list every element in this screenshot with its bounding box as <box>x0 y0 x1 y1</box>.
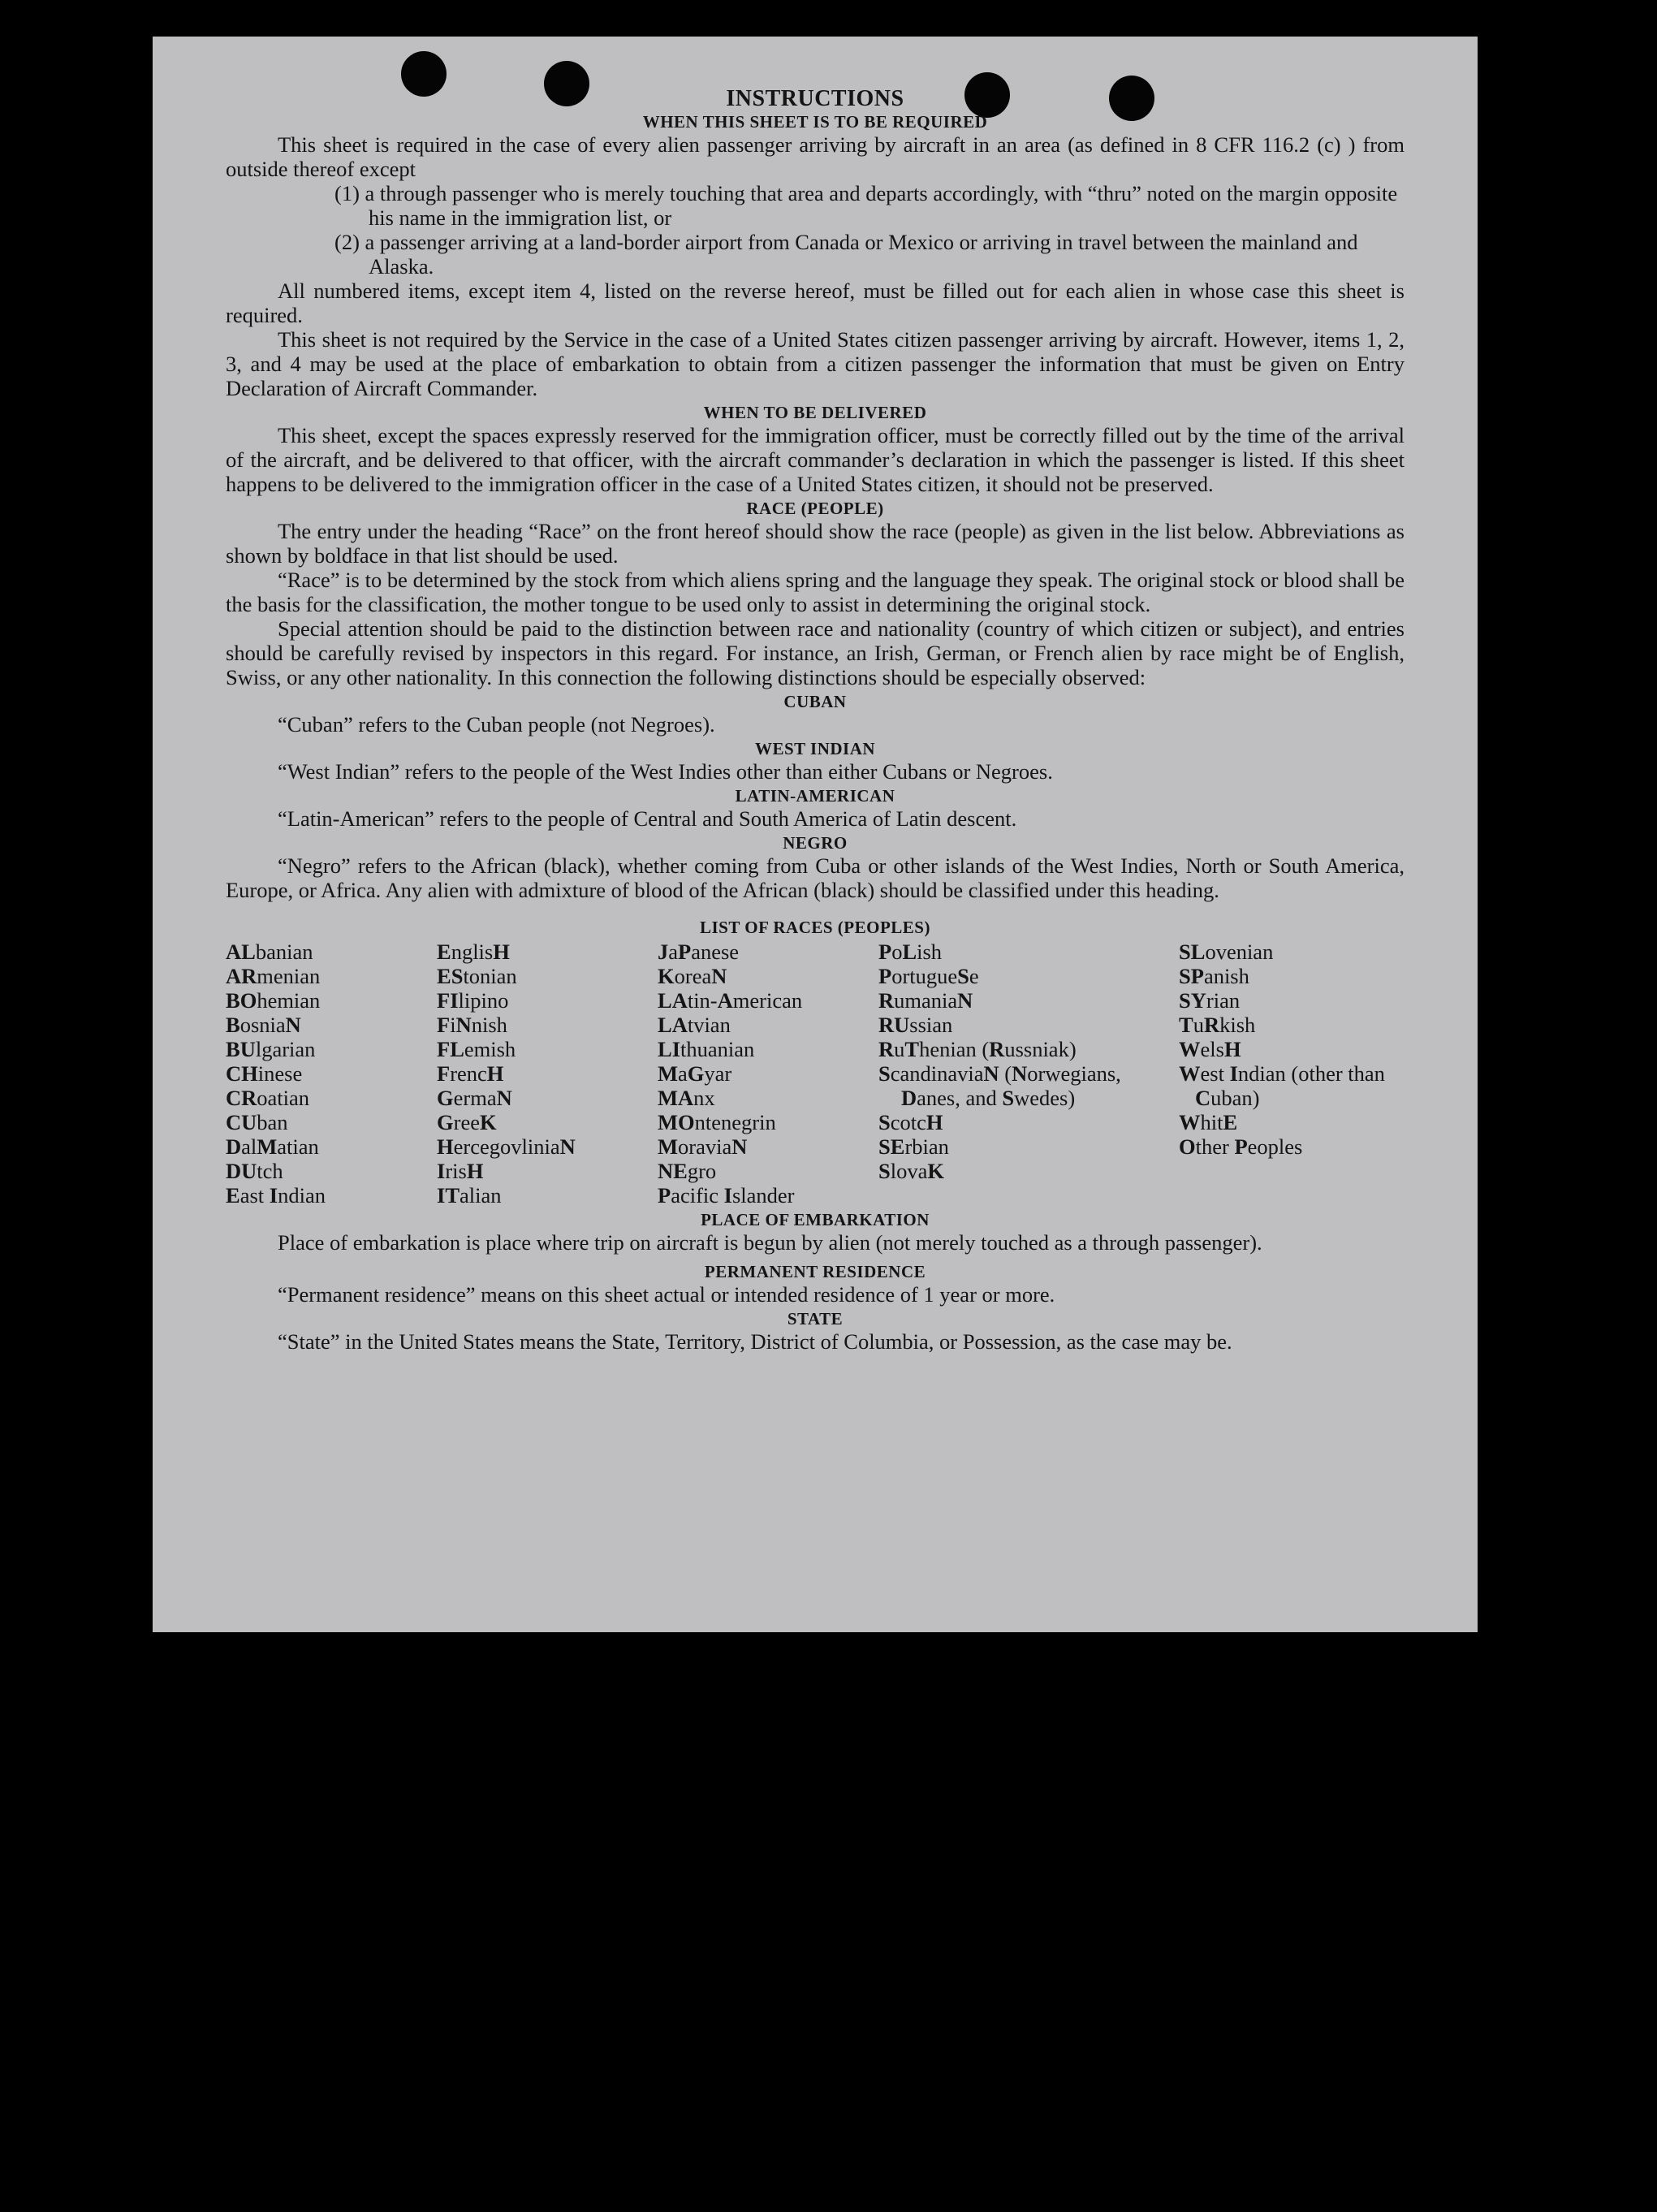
races-column-3 <box>658 940 878 1208</box>
section-heading-required: WHEN THIS SHEET IS TO BE REQUIRED <box>642 112 988 132</box>
race-item: EnglisH <box>437 940 510 964</box>
race-item: GermaN <box>437 1086 512 1110</box>
race-item: WelsH <box>1179 1037 1241 1061</box>
section-heading-latin-american: LATIN-AMERICAN <box>735 786 895 806</box>
race-item: Pacific Islander <box>658 1183 795 1208</box>
race-item: PoLish <box>878 940 943 964</box>
race-item: CHinese <box>226 1061 303 1086</box>
race-item: FLemish <box>437 1037 516 1061</box>
race-item: ARmenian <box>226 964 321 988</box>
cuban-text: “Cuban” refers to the Cuban people (not Negroes). <box>278 712 715 737</box>
race-item: EStonian <box>437 964 517 988</box>
race-item: SErbian <box>878 1134 949 1159</box>
race-item: LAtin-American <box>658 988 803 1013</box>
race-item: SYrian <box>1179 988 1241 1013</box>
races-column-1 <box>226 940 437 1208</box>
state-text: “State” in the United States means the State, Territory, District of Columbia, or Possession, as the case may be. <box>278 1329 1232 1354</box>
race-paragraph-3: Special attention should be paid to the distinction between race and nationality (country of which citizen or subject), and entries should be carefully revised by inspectors in this regard. For instance, an Irish, German, or French alien by race might be of English, Swiss, or any other nationality. In this connection the following distinctions should be especially observed: <box>226 616 1405 689</box>
required-paragraph-3: This sheet is not required by the Service in the case of a United States citizen passenger arriving by aircraft. However, items 1, 2, 3, and 4 may be used at the place of embarkation to obtain from a citizen passenger the information that must be given on Entry Declaration of Aircraft Commander. <box>226 327 1405 400</box>
embarkation-text: Place of embarkation is place where trip on aircraft is begun by alien (not merely touched as a through passenger). <box>278 1230 1262 1255</box>
race-item: RumaniaN <box>878 988 973 1013</box>
negro-text: “Negro” refers to the African (black), whether coming from Cuba or other islands of the West Indies, North or South America, Europe, or Africa. Any alien with admixture of blood of the African (black) should be classified under this heading. <box>226 853 1405 902</box>
race-item: MoraviaN <box>658 1134 748 1159</box>
race-item: GreeK <box>437 1110 497 1134</box>
instructions-content <box>226 87 1405 1354</box>
race-item: FiNnish <box>437 1013 507 1037</box>
race-item: West Indian (other than Cuban) <box>1179 1061 1385 1110</box>
race-item: CUban <box>226 1110 288 1134</box>
latin-american-text: “Latin-American” refers to the people of Central and South America of Latin descent. <box>278 806 1017 831</box>
race-item: BUlgarian <box>226 1037 316 1061</box>
section-heading-race: RACE (PEOPLE) <box>746 499 884 518</box>
race-item: PortugueSe <box>878 964 979 988</box>
page-title: INSTRUCTIONS <box>726 86 904 111</box>
race-item: MAnx <box>658 1086 715 1110</box>
race-item: SLovenian <box>1179 940 1274 964</box>
races-column-5 <box>1179 940 1405 1208</box>
section-heading-negro: NEGRO <box>783 833 848 853</box>
race-item: ITalian <box>437 1183 502 1208</box>
race-item: LAtvian <box>658 1013 731 1037</box>
instruction-sheet <box>153 37 1478 1632</box>
race-item: HercegovliniaN <box>437 1134 576 1159</box>
race-item: DalMatian <box>226 1134 319 1159</box>
race-item: IrisH <box>437 1159 484 1183</box>
race-item: FIlipino <box>437 988 509 1013</box>
race-item: SlovaK <box>878 1159 944 1183</box>
race-item: TuRkish <box>1179 1013 1256 1037</box>
section-heading-delivered: WHEN TO BE DELIVERED <box>703 403 927 422</box>
race-item: ALbanian <box>226 940 313 964</box>
west-indian-text: “West Indian” refers to the people of the West Indies other than either Cubans or Negroes. <box>278 759 1053 784</box>
residence-text: “Permanent residence” means on this sheet actual or intended residence of 1 year or more. <box>278 1282 1055 1307</box>
required-intro: This sheet is required in the case of every alien passenger arriving by aircraft in an area (as defined in 8 CFR 116.2 (c) ) from outside thereof except <box>226 132 1405 181</box>
races-list <box>226 940 1405 1208</box>
race-item: ScandinaviaN (Norwegians, Danes, and Swedes) <box>878 1061 1121 1110</box>
race-item: RuThenian (Russniak) <box>878 1037 1077 1061</box>
race-item: MOntenegrin <box>658 1110 776 1134</box>
race-item: ScotcH <box>878 1110 943 1134</box>
race-item: DUtch <box>226 1159 283 1183</box>
race-item: MaGyar <box>658 1061 732 1086</box>
section-heading-cuban: CUBAN <box>783 692 847 711</box>
section-heading-state: STATE <box>787 1309 844 1328</box>
race-item: Other Peoples <box>1179 1134 1303 1159</box>
race-item: RUssian <box>878 1013 953 1037</box>
section-heading-races-list: LIST OF RACES (PEOPLES) <box>700 918 930 937</box>
races-column-4 <box>878 940 1179 1208</box>
section-heading-embarkation: PLACE OF EMBARKATION <box>701 1210 930 1229</box>
exception-2: (2) a passenger arriving at a land-border airport from Canada or Mexico or arriving in travel between the mainland and Alaska. <box>334 230 1358 279</box>
section-heading-west-indian: WEST INDIAN <box>754 739 876 758</box>
race-item: BosniaN <box>226 1013 301 1037</box>
race-item: FrencH <box>437 1061 504 1086</box>
races-column-2 <box>437 940 658 1208</box>
race-item: NEgro <box>658 1159 717 1183</box>
race-item: BOhemian <box>226 988 321 1013</box>
section-heading-residence: PERMANENT RESIDENCE <box>704 1262 926 1281</box>
race-item: LIthuanian <box>658 1037 755 1061</box>
race-paragraph-2: “Race” is to be determined by the stock from which aliens spring and the language they speak. The original stock or blood shall be the basis for the classification, the mother tongue to be used only to assist in determining the original stock. <box>226 568 1405 616</box>
required-paragraph-2: All numbered items, except item 4, listed on the reverse hereof, must be filled out for each alien in whose case this sheet is required. <box>226 279 1405 327</box>
exception-1: (1) a through passenger who is merely touching that area and departs accordingly, with “thru” noted on the margin opposite his name in the immigration list, or <box>334 181 1398 230</box>
race-paragraph-1: The entry under the heading “Race” on the front hereof should show the race (people) as given in the list below. Abbreviations as shown by boldface in that list should be used. <box>226 519 1405 568</box>
race-item: KoreaN <box>658 964 727 988</box>
race-item: SPanish <box>1179 964 1249 988</box>
race-item: CRoatian <box>226 1086 310 1110</box>
race-item: JaPanese <box>658 940 740 964</box>
race-item: East Indian <box>226 1183 326 1208</box>
race-item: WhitE <box>1179 1110 1238 1134</box>
delivered-paragraph: This sheet, except the spaces expressly reserved for the immigration officer, must be correctly filled out by the time of the arrival of the aircraft, and be delivered to that officer, with the aircraft commander’s declaration in which the passenger is listed. If this sheet happens to be delivered to the immigration officer in the case of a United States citizen, it should not be preserved. <box>226 423 1405 496</box>
